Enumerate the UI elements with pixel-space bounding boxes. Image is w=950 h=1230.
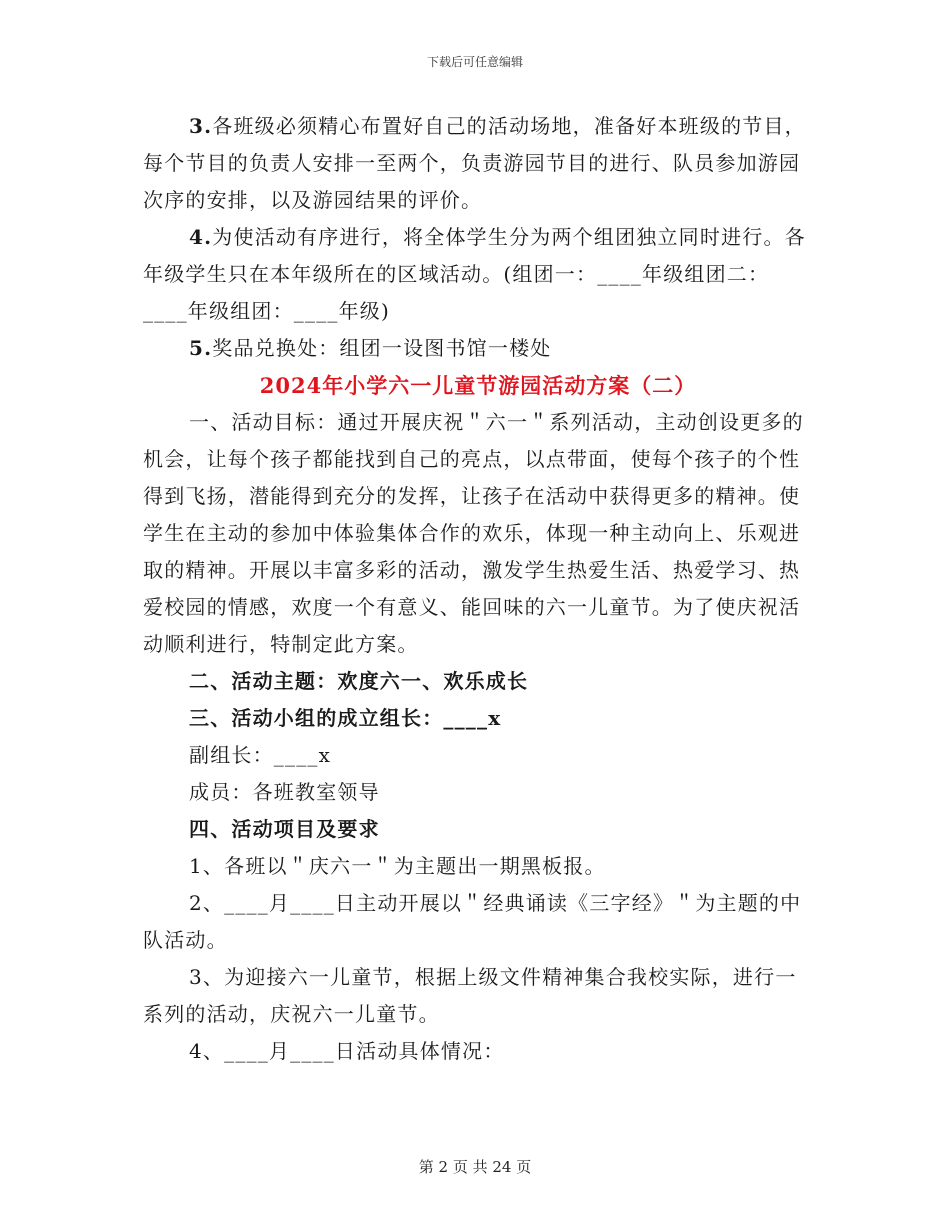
section-3-vice-leader: 副组长：____x [189, 743, 332, 767]
section-4-heading: 四、活动项目及要求 [189, 817, 380, 841]
paragraph-5 [143, 330, 813, 367]
paragraph-5-text: 奖品兑换处：组团一设图书馆一楼处 [212, 336, 552, 360]
section-title: 2024年小学六一儿童节游园活动方案（二） [259, 373, 697, 398]
item-2: 2、____月____日主动开展以＂经典诵读《三字经》＂为主题的中队活动。 [143, 891, 802, 952]
paragraph-4-text: 为使活动有序进行，将全体学生分为两个组团独立同时进行。各年级学生只在本年级所在的区域活动。(组团一：____年级组团二：____年级组团：____年级) [143, 225, 806, 323]
paragraph-3-number: 3. [189, 114, 213, 138]
section-1-objectives: 一、活动目标：通过开展庆祝＂六一＂系列活动，主动创设更多的机会，让每个孩子都能找到自己的亮点，以点带面，使每个孩子的个性得到飞扬，潜能得到充分的发挥，让孩子在活动中获得更多的精神。使学生在主动的参加中体验集体合作的欢乐，体现一种主动向上、乐观进取的精神。开展以丰富多彩的活动，激发学生热爱生活、热爱学习、热爱校园的情感，欢度一个有意义、能回味的六一儿童节。为了使庆祝活动顺利进行，特制定此方案。 [143, 410, 804, 656]
paragraph-5-number: 5. [189, 336, 213, 360]
section-3-members: 成员：各班教室领导 [189, 780, 380, 804]
page-header: 下载后可任意编辑 [426, 55, 523, 69]
page-footer: 第 2 页 共 24 页 [418, 1158, 532, 1176]
section-3-group-leader: 三、活动小组的成立组长：____x [189, 706, 502, 730]
paragraph-4-number: 4. [189, 225, 213, 249]
item-3: 3、为迎接六一儿童节，根据上级文件精神集合我校实际，进行一系列的活动，庆祝六一儿童节。 [143, 965, 797, 1026]
paragraph-4 [143, 219, 813, 330]
item-4: 4、____月____日活动具体情况： [189, 1039, 505, 1063]
paragraph-3-text: 各班级必须精心布置好自己的活动场地，准备好本班级的节目，每个节目的负责人安排一至两个，负责游园节目的进行、队员参加游园次序的安排，以及游园结果的评价。 [143, 114, 806, 212]
section-2-theme: 二、活动主题：欢度六一、欢乐成长 [189, 669, 529, 693]
document-body [143, 108, 813, 1070]
item-1: 1、各班以＂庆六一＂为主题出一期黑板报。 [189, 854, 606, 878]
paragraph-3 [143, 108, 813, 219]
